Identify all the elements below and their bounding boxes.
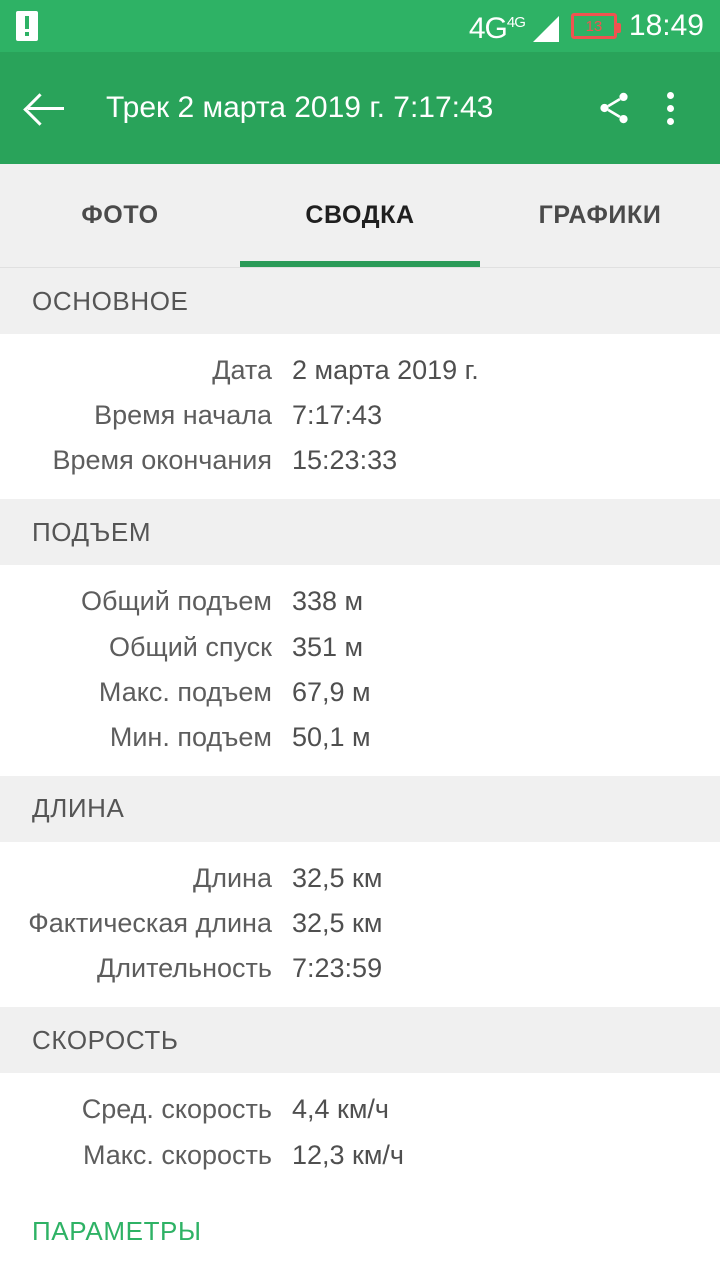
status-bar-left bbox=[16, 11, 469, 41]
table-row bbox=[0, 901, 720, 946]
row-value: 7:23:59 bbox=[292, 953, 383, 984]
table-row bbox=[0, 348, 720, 393]
overflow-menu-icon[interactable] bbox=[642, 80, 698, 136]
row-value: 15:23:33 bbox=[292, 445, 398, 476]
back-arrow-icon[interactable] bbox=[22, 84, 70, 132]
section-header-parameters: ПАРАМЕТРЫ bbox=[32, 1215, 202, 1246]
section-header-basic: ОСНОВНОЕ bbox=[0, 268, 720, 334]
row-label: Длина bbox=[192, 862, 272, 893]
tab-bar bbox=[0, 164, 720, 268]
row-value: 32,5 км bbox=[292, 908, 383, 939]
row-value: 67,9 м bbox=[292, 676, 371, 707]
section-header-elevation: ПОДЪЕМ bbox=[0, 499, 720, 565]
row-label: Фактическая длина bbox=[28, 908, 272, 939]
table-row bbox=[0, 670, 720, 715]
summary-content bbox=[0, 268, 720, 1247]
row-value: 4,4 км/ч bbox=[292, 1094, 389, 1125]
warning-icon bbox=[16, 11, 38, 41]
table-row bbox=[0, 856, 720, 901]
table-row bbox=[0, 579, 720, 624]
row-label: Длительность bbox=[97, 953, 272, 984]
share-icon[interactable] bbox=[586, 80, 642, 136]
row-label: Макс. скорость bbox=[82, 1139, 272, 1170]
table-row bbox=[0, 946, 720, 991]
status-bar-right bbox=[469, 8, 704, 44]
row-label: Макс. подъем bbox=[98, 676, 272, 707]
section-rows-speed bbox=[0, 1073, 720, 1193]
table-row bbox=[0, 393, 720, 438]
row-value: 32,5 км bbox=[292, 862, 383, 893]
table-row bbox=[0, 715, 720, 760]
network-type-label: $4G^{4G}$ bbox=[468, 12, 525, 45]
row-value: 338 м bbox=[292, 586, 364, 617]
status-bar bbox=[0, 0, 720, 52]
row-value: 351 м bbox=[292, 631, 364, 662]
section-header-length: ДЛИНА bbox=[0, 776, 720, 842]
battery-icon bbox=[571, 13, 617, 39]
section-header-speed: СКОРОСТЬ bbox=[0, 1007, 720, 1073]
row-value: 7:17:43 bbox=[292, 400, 383, 431]
page-title: Трек 2 марта 2019 г. 7:17:43 bbox=[106, 91, 494, 124]
table-row bbox=[0, 625, 720, 670]
row-label: Сред. скорость bbox=[81, 1094, 272, 1125]
tab-charts[interactable]: ГРАФИКИ bbox=[538, 201, 662, 229]
row-label: Время начала bbox=[94, 400, 272, 431]
row-label: Дата bbox=[212, 355, 272, 385]
clock-label: 18:49 bbox=[628, 9, 704, 42]
overflow-dots bbox=[667, 92, 674, 125]
table-row bbox=[0, 438, 720, 483]
battery-level-label: 13 bbox=[585, 17, 603, 35]
row-value: 12,3 км/ч bbox=[292, 1139, 404, 1170]
app-bar bbox=[0, 52, 720, 164]
section-rows-elevation bbox=[0, 565, 720, 776]
row-label: Время окончания bbox=[52, 445, 272, 476]
row-value: 2 марта 2019 г. bbox=[292, 355, 479, 385]
section-rows-length bbox=[0, 842, 720, 1007]
table-row bbox=[0, 1087, 720, 1132]
tab-summary[interactable]: СВОДКА bbox=[240, 164, 480, 267]
row-label: Общий подъем bbox=[80, 586, 272, 617]
row-value: 50,1 м bbox=[292, 721, 371, 752]
signal-strength-icon bbox=[533, 16, 559, 42]
section-rows-basic bbox=[0, 334, 720, 499]
table-row bbox=[0, 1133, 720, 1178]
row-label: Мин. подъем bbox=[109, 721, 272, 752]
row-label: Общий спуск bbox=[109, 631, 272, 662]
tab-photo[interactable]: ФОТО bbox=[81, 201, 159, 229]
